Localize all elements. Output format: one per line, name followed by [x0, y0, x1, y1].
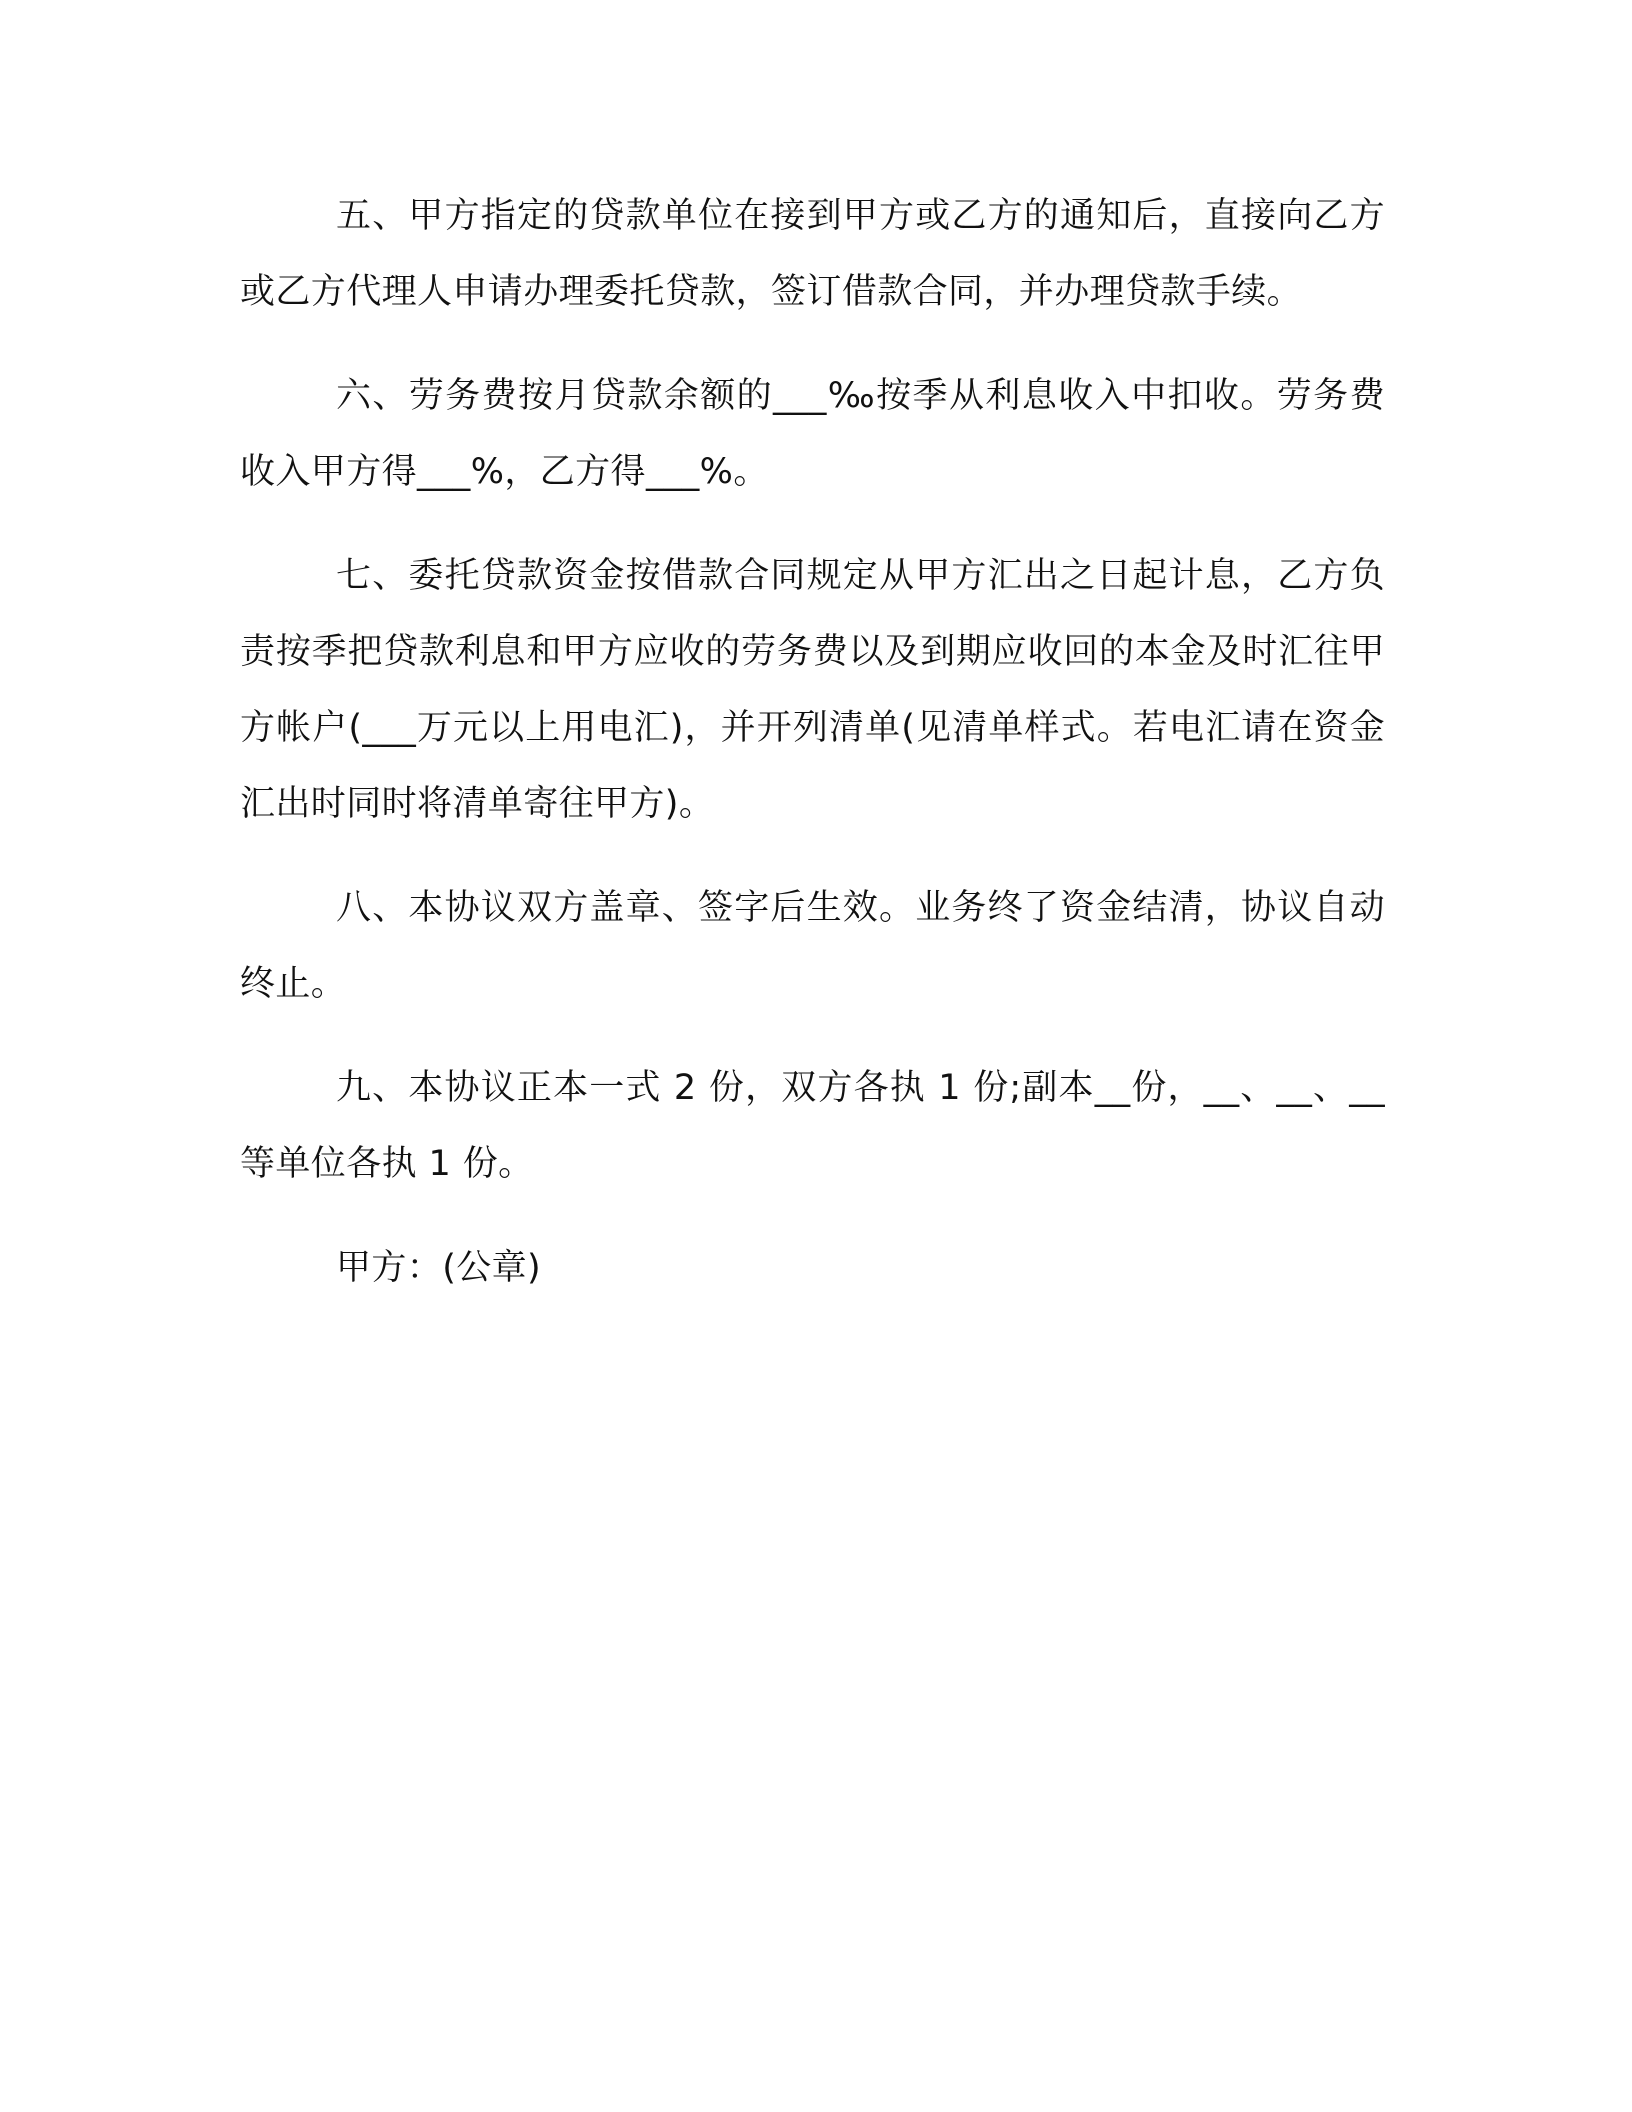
- clause-7-paragraph: 七、委托贷款资金按借款合同规定从甲方汇出之日起计息，乙方负责按季把贷款利息和甲方应收的劳务费以及到期应收回的本金及时汇往甲方帐户(___万元以上用电汇)，并开列清单(见清单样式。若电汇请在资金汇出时同时将清单寄往甲方)。: [240, 556, 1385, 824]
- document-body: [240, 178, 1385, 1334]
- clause-6-paragraph: 六、劳务费按月贷款余额的___‰按季从利息收入中扣收。劳务费收入甲方得___%，乙方得___%。: [240, 376, 1385, 492]
- clause-8-paragraph: 八、本协议双方盖章、签字后生效。业务终了资金结清，协议自动终止。: [240, 888, 1385, 1004]
- clause-9-paragraph: 九、本协议正本一式 2 份，双方各执 1 份;副本__份，__、__、__等单位各执 1 份。: [240, 1068, 1385, 1184]
- clause-5-paragraph: 五、甲方指定的贷款单位在接到甲方或乙方的通知后，直接向乙方或乙方代理人申请办理委托贷款，签订借款合同，并办理贷款手续。: [240, 196, 1385, 312]
- party-a-signature-line: 甲方：(公章): [336, 1248, 542, 1288]
